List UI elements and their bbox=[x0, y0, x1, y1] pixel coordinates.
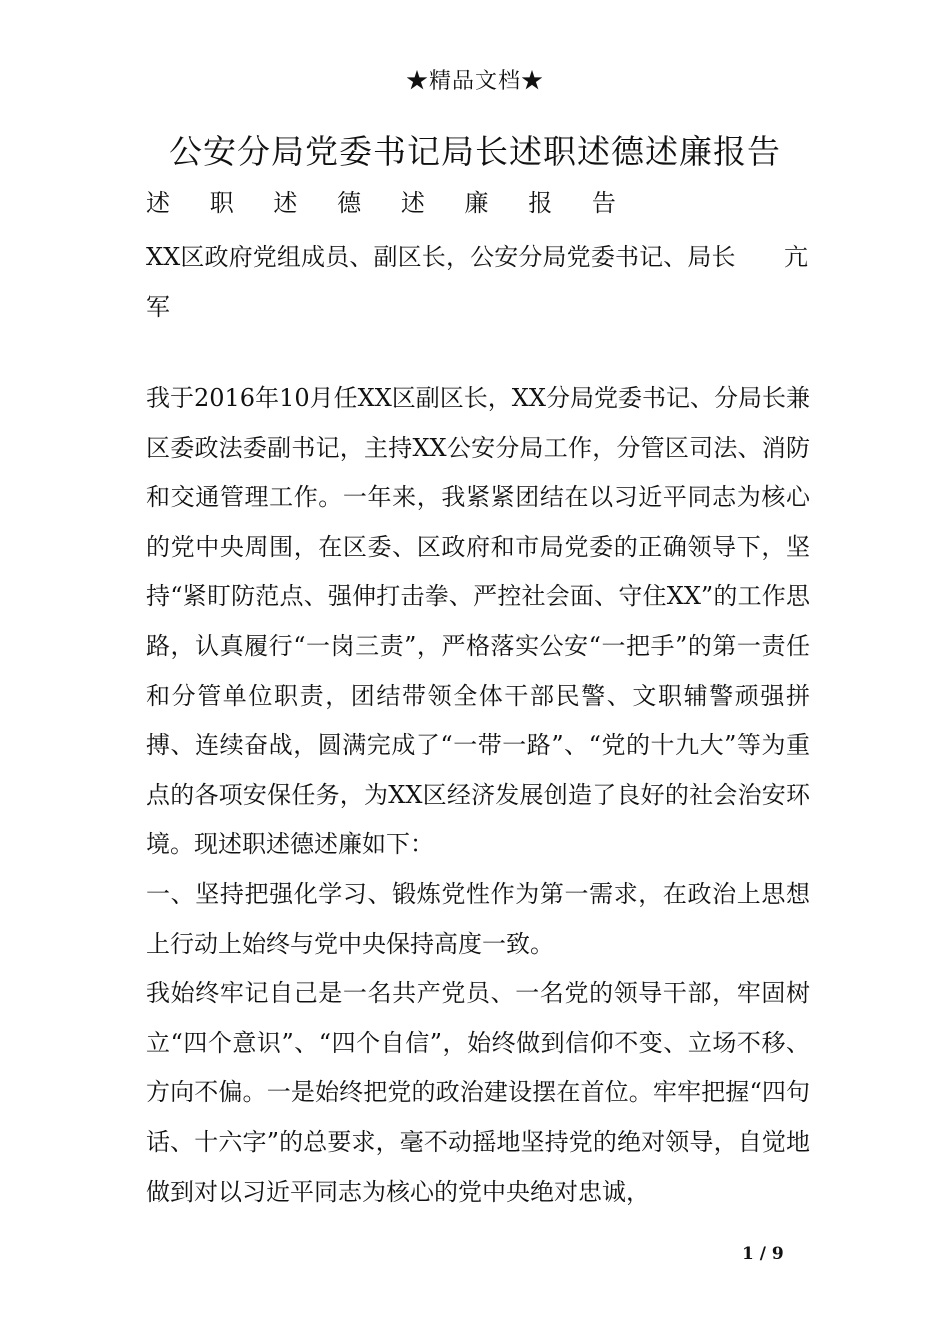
subtitle-char: 述 bbox=[400, 189, 425, 217]
document-body bbox=[146, 374, 810, 1217]
document-title: 公安分局党委书记局长述职述德述廉报告 bbox=[169, 132, 781, 171]
subtitle-char: 廉 bbox=[464, 189, 489, 217]
subtitle-char: 述 bbox=[273, 189, 298, 217]
section-heading: 一、坚持把强化学习、锻炼党性作为第一需求，在政治上思想上行动上始终与党中央保持高度一致。 bbox=[146, 879, 810, 958]
body-paragraph: 我始终牢记自己是一名共产党员、一名党的领导干部，牢固树立“四个意识”、“四个自信”，始终做到信仰不变、立场不移、方向不偏。一是始终把党的政治建设摆在首位。牢牢把握“四句话、十六字”的总要求，毫不动摇地坚持党的绝对领导，自觉地做到对以习近平同志为核心的党中央绝对忠诚， bbox=[146, 979, 810, 1206]
subtitle-char: 报 bbox=[528, 189, 553, 217]
subtitle-char: 述 bbox=[146, 189, 170, 217]
spaced-subtitle bbox=[146, 183, 806, 218]
author-line: XX区政府党组成员、副区长，公安分局党委书记、局长 亢 bbox=[146, 243, 808, 271]
author-line-continued: 军 bbox=[146, 293, 170, 321]
page-number: 1 / 9 bbox=[742, 1244, 784, 1264]
subtitle-char: 职 bbox=[209, 189, 234, 217]
body-paragraph: 我于2016年10月任XX区副区长，XX分局党委书记、分局长兼区委政法委副书记，主持XX公安分局工作，分管区司法、消防和交通管理工作。一年来，我紧紧团结在以习近平同志为核心的党中央周围，在区委、区政府和市局党委的正确领导下，坚持“紧盯防范点、强伸打击拳、严控社会面、守住XX”的工作思路，认真履行“一岗三责”，严格落实公安“一把手”的第一责任和分管单位职责，团结带领全体干部民警、文职辅警顽强拼搏、连续奋战，圆满完成了“一带一路”、“党的十九大”等为重点的各项安保任务，为XX区经济发展创造了良好的社会治安环境。现述职述德述廉如下： bbox=[146, 384, 810, 859]
subtitle-char: 德 bbox=[337, 189, 362, 217]
subtitle-char: 告 bbox=[591, 189, 616, 217]
page-header: ★精品文档★ bbox=[405, 69, 544, 94]
